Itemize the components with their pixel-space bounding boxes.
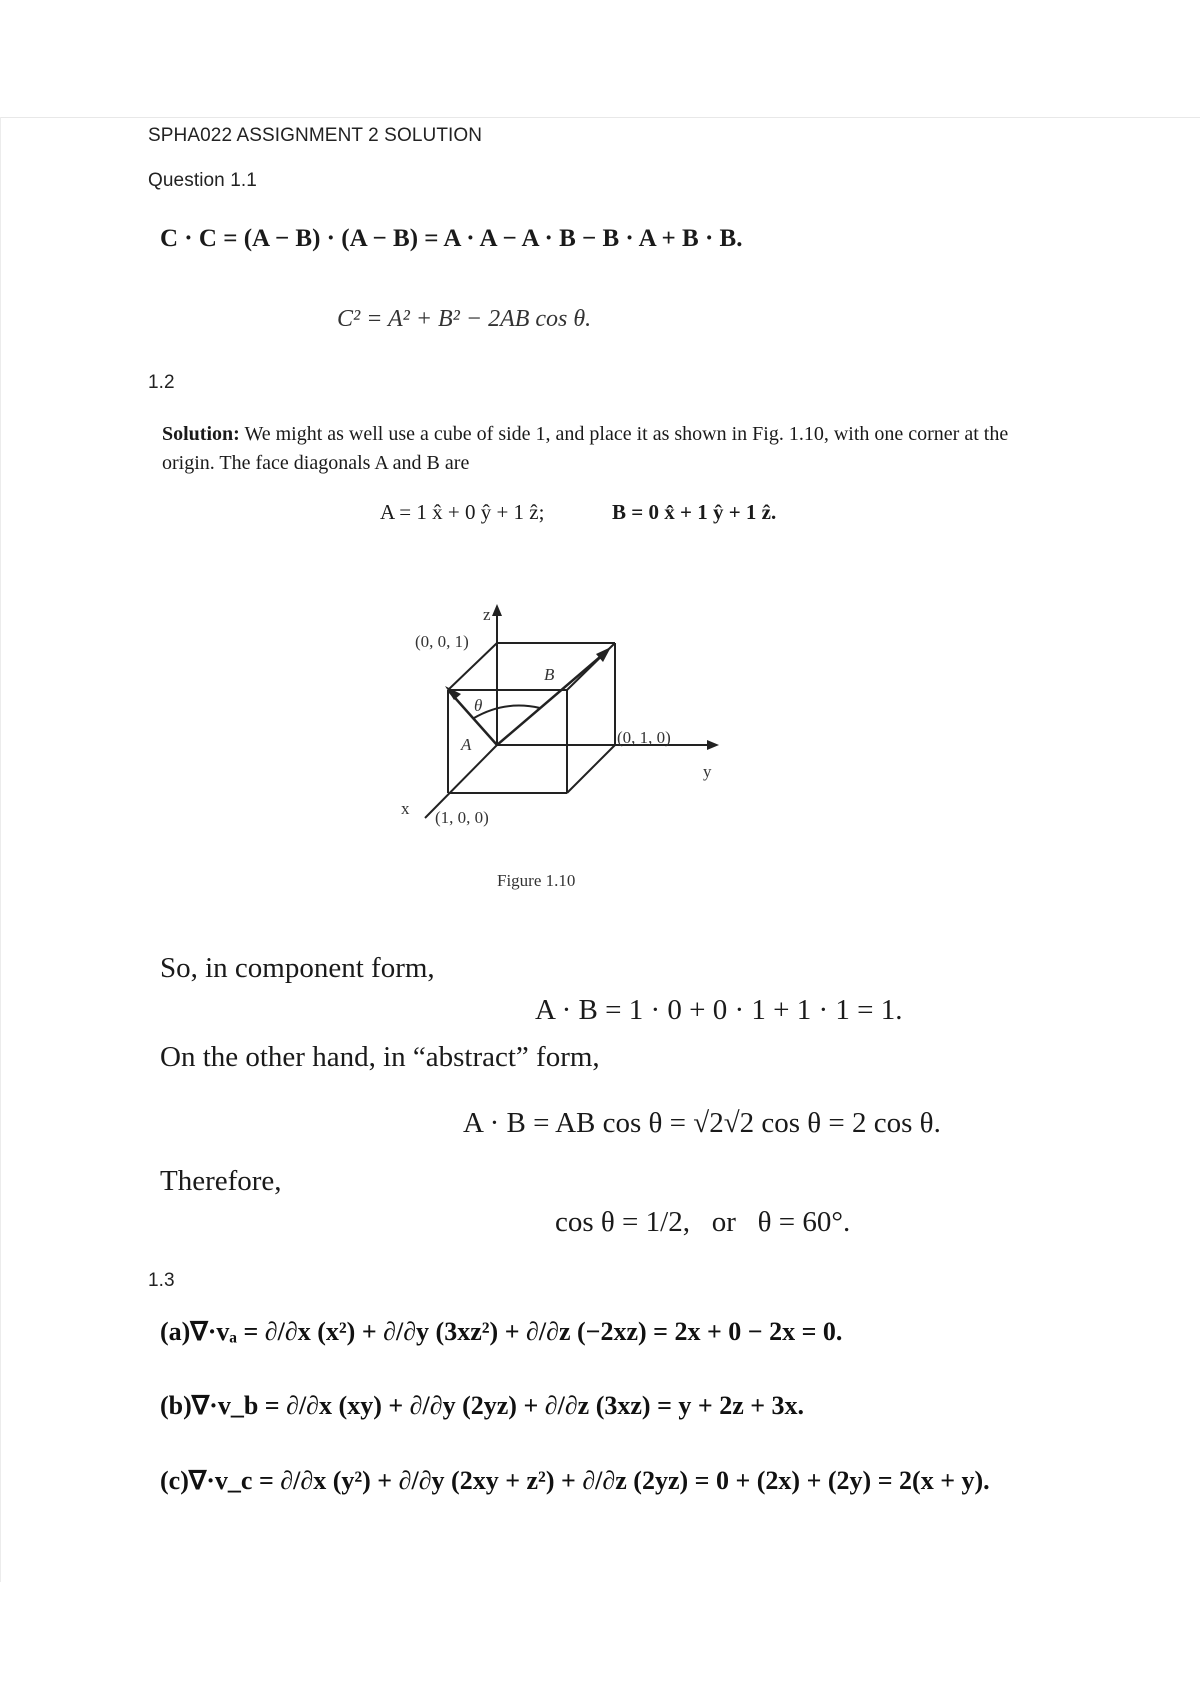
equation-c-dot-c: C · C = (A − B) · (A − B) = A · A − A · B − B · A + B · B. — [160, 225, 743, 252]
vector-a-label: A — [461, 735, 472, 754]
abstract-dot-product: A · B = AB cos θ = √2√2 cos θ = 2 cos θ. — [463, 1107, 941, 1139]
theta-label: θ — [474, 696, 483, 715]
abstract-form-intro: On the other hand, in “abstract” form, — [160, 1041, 600, 1073]
solution-label: Solution: — [162, 423, 240, 445]
divergence-b: (b)∇·v_b = ∂/∂x (xy) + ∂/∂y (2yz) + ∂/∂z (3xz) = y + 2z + 3x. — [160, 1391, 805, 1420]
component-form-intro: So, in component form, — [160, 952, 435, 984]
equation-law-of-cosines: C² = A² + B² − 2AB cos θ. — [337, 306, 592, 332]
divergence-a: (a)∇·vₐ = ∂/∂x (x²) + ∂/∂y (3xz²) + ∂/∂z (−2xz) = 2x + 0 − 2x = 0. — [160, 1317, 843, 1346]
y-axis-arrowhead — [707, 740, 719, 750]
point-001-label: (0, 0, 1) — [415, 632, 469, 651]
question-1-3-heading: 1.3 — [148, 1270, 175, 1291]
z-axis-label: z — [483, 605, 491, 624]
point-010-label: (0, 1, 0) — [617, 728, 671, 747]
vector-b-label: B — [544, 665, 555, 684]
divergence-c: (c)∇·v_c = ∂/∂x (y²) + ∂/∂y (2xy + z²) + ∂/∂z (2yz) = 0 + (2x) + (2y) = 2(x + y). — [160, 1466, 990, 1495]
question-1-2-heading: 1.2 — [148, 372, 175, 393]
y-axis-label: y — [703, 762, 712, 781]
question-1-1-heading: Question 1.1 — [148, 170, 257, 191]
angle-result: cos θ = 1/2, or θ = 60°. — [555, 1206, 851, 1238]
document-title: SPHA022 ASSIGNMENT 2 SOLUTION — [148, 125, 483, 146]
component-dot-product: A · B = 1 · 0 + 0 · 1 + 1 · 1 = 1. — [535, 994, 903, 1026]
vector-a-definition: A = 1 x̂ + 0 ŷ + 1 ẑ; — [380, 500, 545, 524]
solution-text: We might as well use a cube of side 1, and place it as shown in Fig. 1.10, with one corner at the origin. The face diagonals A and B are — [162, 423, 1009, 474]
figure-caption: Figure 1.10 — [497, 871, 576, 890]
z-axis-arrowhead — [492, 604, 502, 616]
therefore-text: Therefore, — [160, 1165, 282, 1197]
x-axis-label: x — [401, 799, 410, 818]
vector-b-definition: B = 0 x̂ + 1 ŷ + 1 ẑ. — [612, 500, 777, 524]
point-100-label: (1, 0, 0) — [435, 808, 489, 827]
cube-bottom-right-edge — [567, 745, 615, 793]
